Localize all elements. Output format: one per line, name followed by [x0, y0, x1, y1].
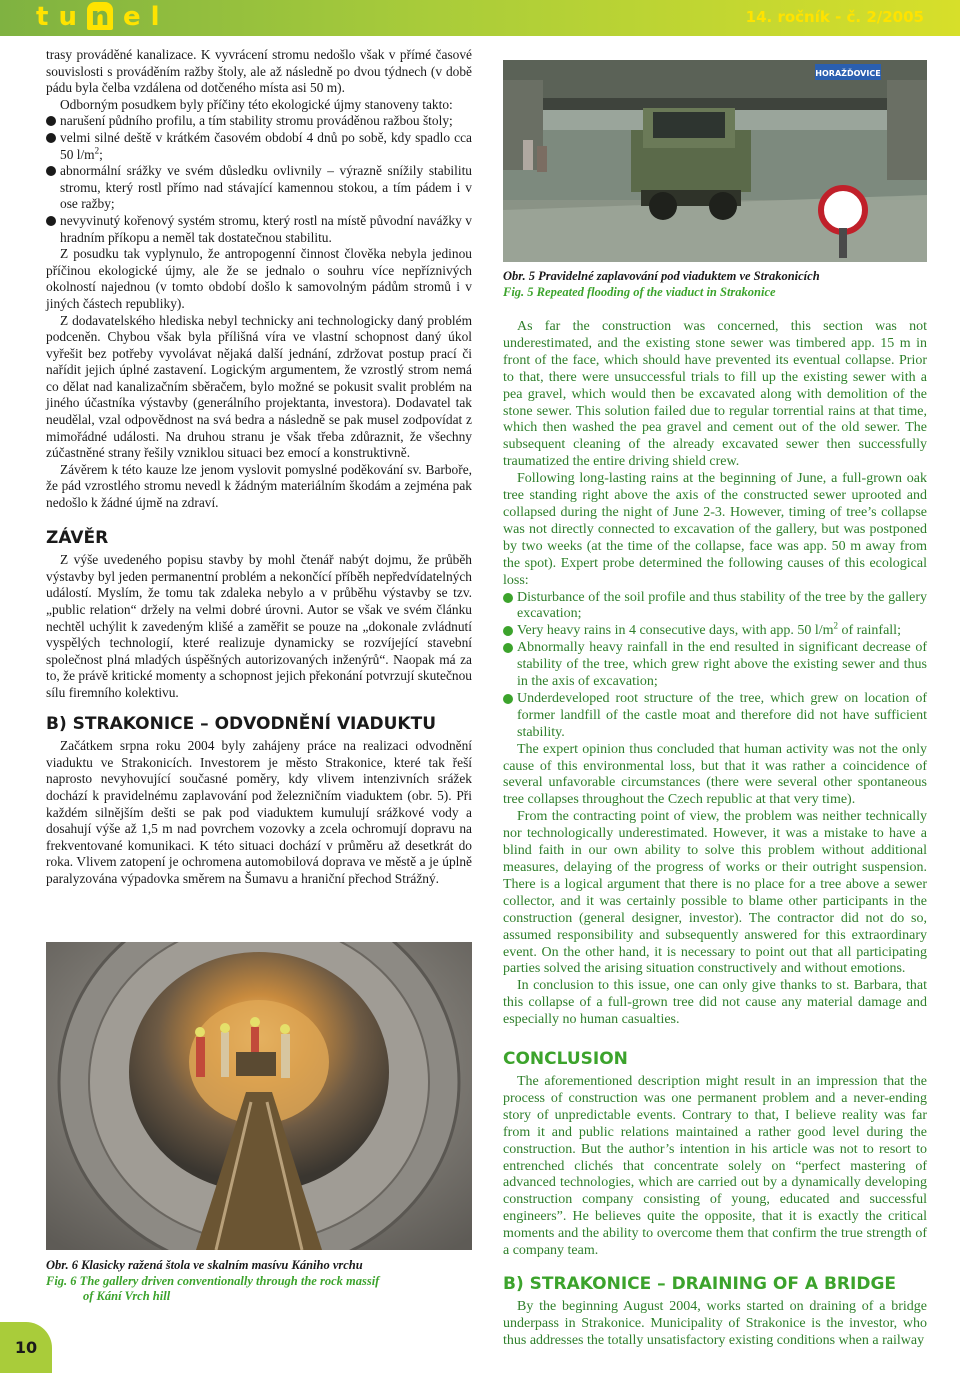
list-item: Abnormally heavy rainfall in the end resulted in significant decrease of stability of the tree, which grew right above the existing sewer and thus in the axis of excavation;	[503, 640, 927, 691]
paragraph: In conclusion to this issue, one can only give thanks to st. Barbara, that this collapse of a full-grown tree did not cause any material damage and especially no human casualties.	[503, 978, 927, 1028]
logo-letter: t	[36, 2, 59, 32]
caption-cz: Obr. 6 Klasicky ražená štola ve skalním masívu Kániho vrchu	[46, 1258, 363, 1272]
tunel-logo	[36, 2, 170, 32]
list-item: narušení půdního profilu, a tím stability stromu prováděnou ražbou štoly;	[46, 113, 472, 130]
page-number: 10	[0, 1322, 52, 1373]
figure-5-caption	[503, 269, 927, 300]
paragraph: By the beginning August 2004, works started on draining of a bridge underpass in Strakonice. Municipality of Strakonice is the investor, who thus addresses the totally unsatisfactory existing conditions when a railway	[503, 1298, 927, 1348]
section-heading-strakonice-en: B) STRAKONICE – DRAINING OF A BRIDGE	[503, 1273, 897, 1294]
paragraph: Following long-lasting rains at the beginning of June, a full-grown oak tree standing right above the axis of the constructed sewer uprooted and collapsed during the night of June 2-3. However, timing of tree’s collapse was not directly connected to excavation of the gallery, but was postponed by two weeks (at the time of the collapse, face was app. 50 m away from the spot). Expert probe determined the following causes of this ecological loss:	[503, 471, 927, 588]
english-column	[503, 319, 927, 1350]
list-item: nevyvinutý kořenový systém stromu, který rostl na místě původní navážky v hradním příkopu a neměl tak dostatečnou stabilitu.	[46, 213, 472, 246]
logo-letter: e	[122, 2, 151, 32]
paragraph: Z dodavatelského hlediska nebyl technicky ani technologicky daný problém podceněn. Chybou však byla přílišná víra ve vlastní schopnost daný úkol vyřešit bez potřeby vyvolávat nějaká další jednání, zdržovat postup prací či nařídit jejich úplné zastavení. Logickým argumentem, že vzrostlý strom nemá co dělat nad kanalizačním sběračem, bylo možné se pokusit svalit problém na jiného účastníka výstavby (generálního projektanta, investora). Dodavatel tak neudělal, vzal odpovědnost na svá bedra a následně se pak musel zodpovídat z mimořádné události. Na druhou stranu je však třeba zdůraznit, že všechny zúčastněné strany řešily vzniklou situaci bez emocí a konstruktivně.	[46, 312, 472, 461]
paragraph: As far the construction was concerned, this section was not underestimated, and the existing stone sewer was timbered app. 15 m in front of the face, which should have prevented its eventual collapse. Prior to that, there were unsuccessful trials to fill up the existing sewer with a pea gravel, which would then be excavated along with demolition of the stone sewer. This solution failed due to regular torrential rains at that time, which then washed the pea gravel and cement out of the old sewer. The subsequent cleaning of the already excavated sewer then successfully traumatized the entire driving shield crew.	[503, 319, 927, 470]
list-item: Disturbance of the soil profile and thus stability of the tree by the gallery excavation;	[503, 590, 927, 624]
logo-letter: n	[87, 2, 113, 30]
flood-illustration	[503, 60, 927, 262]
paragraph: The expert opinion thus concluded that human activity was not the only cause of this environmental loss, but that it was rather a coincidence of several unfavorable circumstances (there were several other spontaneous tree collapses throughout the Czech republic at that very time).	[503, 741, 927, 808]
cause-list	[503, 590, 927, 742]
section-heading-zaver: ZÁVĚR	[46, 527, 109, 548]
caption-en-continued: of Kání Vrch hill	[83, 1289, 171, 1303]
paragraph: From the contracting point of view, the problem was neither technically nor technologically underestimated. However, it was a mistake to have a blind faith in our own ability to solve this problem without additional measures, delaying of the progress of works or their outright suspension. There is a logical argument that there is no place for a tree above a sewer collector, and it was certainly possible to blame other participants in the construction (general designer, investor). The contractor did not do so, assumed responsibility and subsequently answered for this extraordinary event. On the other hand, it is necessary to point out that all participating parties solved the arising situation constructively and without emotions.	[503, 809, 927, 977]
caption-en: Fig. 5 Repeated flooding of the viaduct in Strakonice	[503, 284, 776, 299]
czech-column	[46, 47, 472, 888]
paragraph: Z posudku tak vyplynulo, že antropogenní činnost člověka nebyla jedinou příčinou ekologické újmy, ale že se jednalo o souhru více nepříznivých okolností najednou (v tomto období došlo k samovolným pádům stromů i v jiných částech republiky).	[46, 246, 472, 311]
tunnel-photo	[46, 942, 472, 1250]
list-item: Underdeveloped root structure of the tree, which grew on location of former landfill of the castle moat and therefore did not have sufficient stability.	[503, 691, 927, 742]
flood-photo	[503, 60, 927, 262]
figure-6-caption	[46, 1258, 472, 1305]
caption-en: Fig. 6 The gallery driven conventionally through the rock massif	[46, 1273, 380, 1288]
logo-letter: l	[150, 2, 170, 32]
list-item: velmi silné deště v krátkém časovém období 4 dnů po sobě, kdy spadlo cca 50 $l/m^2$;	[46, 130, 472, 163]
caption-cz: Obr. 5 Pravidelné zaplavování pod viaduktem ve Strakonicích	[503, 269, 820, 283]
paragraph: The aforementioned description might result in an impression that the process of construction was one permanent problem and a never-ending story of unpredictable events. Contrary to that, I believe reality was far from it and public relations maintained a rather good level during the construction. But the author’s intention in his article was not to resort to entrenched clichés that concentrate solely on “perfect mastering of advanced technologies, which are carried out by a dynamically developing construction company consisting of young, educated and successful engineers”. He believes quite the opposite, that it is exactly the critical moments and the ability to overcome them that confirm the true strength of a company team.	[503, 1073, 927, 1259]
tunnel-illustration	[46, 942, 472, 1250]
road-sign: HORAŽĎOVICE	[815, 69, 881, 78]
section-heading-conclusion: CONCLUSION	[503, 1049, 628, 1070]
cause-list	[46, 113, 472, 246]
paragraph: Z výše uvedeného popisu stavby by mohl čtenář nabýt dojmu, že průběh výstavby byl jeden permanentní problém a nekončící příběh nepředvídatelných událostí. Myslím, že tomu tak zdaleka nebylo a v průběhu výstavby se tzv. „public relation“ držely na velmi dobré úrovni. Autor se však ve svém článku nechtěl uchýlit k zavedeným klišé a zaměřit se pouze na „dokonale zvládnutí vyspělých technologií, které realizuje dynamicky se rozvíjející stavební společnost plná mladých úspěšných autorizovaných inženýrů“. Naopak má za to, že právě kritické momenty a schopnost jejich překonání potvrzují skutečnou sílu firemního kolektivu.	[46, 552, 472, 700]
section-heading-strakonice: B) STRAKONICE – ODVODNĚNÍ VIADUKTU	[46, 713, 436, 734]
paragraph: trasy prováděné kanalizace. K vyvrácení stromu nedošlo však v přímé časové souvislosti s prováděním ražby štoly, ale až následně po dvou týdnech (v době pádu byla čelba vzdálena od dotčeného místa asi 50 m).	[46, 47, 472, 96]
issue-label: 14. ročník - č. 2/2005	[745, 8, 924, 26]
paragraph: Začátkem srpna roku 2004 byly zahájeny práce na realizaci odvodnění viaduktu ve Strakonicích. Investorem je město Strakonice, které tak řeší naprosto nevyhovující současné poměry, kdy vlivem intenzivních srážek dochází k pravidelnému zaplavování pod železničním viaduktem (obr. 5). Při každém silnějším dešti se pak pod viaduktem kumulují srážkové vody a dosahují výše až 1,5 m nad povrchem vozovky a zcela ochromují dopravu na frekventované komunikaci. K této situaci dochází v průměru až desetkrát do roka. Vlivem zatopení je ochromena automobilová doprava ve městě a je úplně paralyzována výpadovka směrem na Šumavu a hraniční přechod Strážný.	[46, 738, 472, 886]
logo-letter: u	[58, 2, 87, 32]
list-item: abnormální srážky ve svém důsledku ovlivnily – výrazně snížily stabilitu stromu, který rostl přímo nad stávající kamennou stokou, a tím pádem i v ose ražby;	[46, 163, 472, 213]
paragraph: Závěrem k této kauze lze jenom vyslovit pomyslné poděkování sv. Barboře, že pád vzrostlého stromu nevedl k žádným materiálním škodám a zejména pak nedošlo k žádné újmě na zdraví.	[46, 461, 472, 511]
header-bar	[0, 0, 960, 36]
paragraph: Odborným posudkem byly příčiny této ekologické újmy stanoveny takto:	[60, 96, 453, 112]
list-item: Very heavy rains in 4 consecutive days, with app. 50 $l/m^2$ of rainfall;	[503, 623, 927, 640]
